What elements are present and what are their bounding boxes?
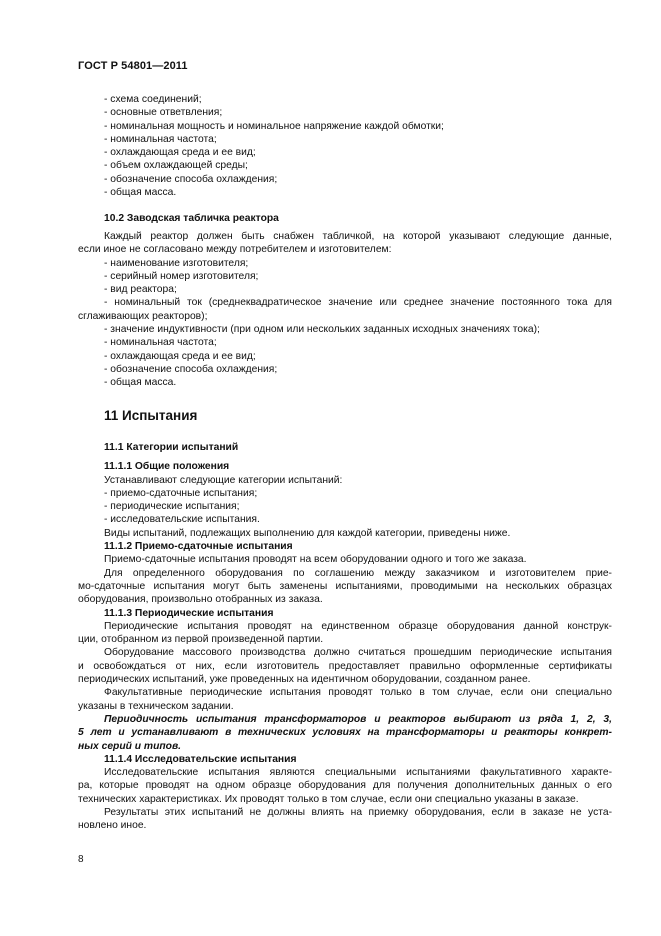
paragraph-line: указаны в техническом задании. bbox=[78, 700, 234, 712]
page-number: 8 bbox=[78, 854, 84, 865]
list-item: - номинальная частота; bbox=[104, 337, 217, 349]
list-item: - периодические испытания; bbox=[104, 501, 240, 513]
subsection-heading: 11.1.3 Периодические испытания bbox=[104, 607, 274, 619]
paragraph-line: Исследовательские испытания являются специальными испытаниями факультативного характе- bbox=[104, 767, 612, 779]
list-item: - номинальная мощность и номинальное напряжение каждой обмотки; bbox=[104, 120, 444, 132]
list-item: - номинальная частота; bbox=[104, 133, 217, 145]
section-heading: 10.2 Заводская табличка реактора bbox=[104, 213, 279, 224]
list-item: - общая масса. bbox=[104, 187, 177, 199]
list-item: - серийный номер изготовителя; bbox=[104, 270, 259, 282]
paragraph-line-emphasis: ных серий и типов. bbox=[78, 740, 182, 752]
chapter-heading: 11 Испытания bbox=[104, 408, 198, 423]
subsection-heading: 11.1.1 Общие положения bbox=[104, 461, 230, 473]
paragraph-line: оборудования, произвольно отобранных из заказа. bbox=[78, 594, 323, 606]
paragraph-line: Каждый реактор должен быть снабжен табличкой, на которой указывают следующие данные, bbox=[104, 231, 612, 242]
list-item: - обозначение способа охлаждения; bbox=[104, 173, 278, 185]
paragraph-line: ции, отобранном из первой произведенной партии. bbox=[78, 634, 324, 646]
paragraph-line: новлено иное. bbox=[78, 820, 147, 832]
list-item: - приемо-сдаточные испытания; bbox=[104, 487, 258, 499]
paragraph-line: мо-сдаточные испытания могут быть заменены испытаниями, проводимыми на нескольких образцах bbox=[78, 580, 612, 592]
paragraph-line: Факультативные периодические испытания проводят только в том случае, если они специально bbox=[104, 687, 612, 699]
list-item: - наименование изготовителя; bbox=[104, 257, 249, 269]
paragraph-line: Приемо-сдаточные испытания проводят на всем оборудовании одного и того же заказа. bbox=[104, 554, 527, 566]
paragraph-line: Периодические испытания проводят на единственном образце оборудования данной конструк- bbox=[104, 620, 612, 632]
paragraph-line: Устанавливают следующие категории испытаний: bbox=[104, 474, 343, 486]
paragraph-line: Для определенного оборудования по соглашению между заказчиком и изготовителем прие- bbox=[104, 567, 612, 579]
list-item: - охлаждающая среда и ее вид; bbox=[104, 350, 256, 362]
section-heading: 11.1 Категории испытаний bbox=[104, 442, 239, 453]
section-11-title bbox=[78, 409, 612, 422]
list-item: - основные ответвления; bbox=[104, 107, 223, 119]
paragraph-line: ра, которые проводят на одном образце оборудования для получения дополнительных данных о его bbox=[78, 780, 612, 792]
paragraph-line: Результаты этих испытаний не должны влиять на приемку оборудования, если в заказе не уста- bbox=[104, 807, 612, 819]
paragraph-line: технических характеристиках. Их проводят только в том случае, если они специально указаны в заказе. bbox=[78, 793, 579, 805]
section-10-2 bbox=[78, 212, 612, 225]
paragraph-line: периодических испытаний, уже проведенных на идентичном оборудовании, созданном ранее. bbox=[78, 674, 531, 686]
list-item: - охлаждающая среда и ее вид; bbox=[104, 147, 256, 159]
paragraph-line: если иное не согласовано между потребителем и изготовителем: bbox=[78, 244, 392, 256]
list-item: - объем охлаждающей среды; bbox=[104, 160, 248, 172]
list-item: - значение индуктивности (при одном или нескольких заданных исходных значениях тока); bbox=[104, 324, 540, 336]
paragraph-line: Виды испытаний, подлежащих выполнению для каждой категории, приведены ниже. bbox=[104, 527, 511, 539]
section-10-2-body bbox=[78, 230, 612, 390]
list-item: - исследовательские испытания. bbox=[104, 514, 260, 526]
list-item: - номинальный ток (среднеквадратическое значение или среднее значение постоянного тока для bbox=[104, 297, 612, 309]
subsection-heading: 11.1.4 Исследовательские испытания bbox=[104, 753, 297, 765]
list-item: - общая масса. bbox=[104, 377, 177, 389]
paragraph-line-emphasis: Периодичность испытания трансформаторов и реакторов выбирают из ряда 1, 2, 3, bbox=[104, 713, 612, 725]
list-item-continued: сглаживающих реакторов); bbox=[78, 310, 208, 322]
paragraph-line: и освобождаться от них, если изготовитель предоставляет правильно оформленные сертификаты bbox=[78, 660, 612, 672]
list-item: - вид реактора; bbox=[104, 284, 177, 296]
subsection-heading: 11.1.2 Приемо-сдаточные испытания bbox=[104, 541, 293, 553]
paragraph-line-emphasis: 5 лет и устанавливают в технических условиях на трансформаторы и реакторы конкрет- bbox=[78, 727, 612, 739]
list-a bbox=[78, 93, 612, 199]
list-item: - схема соединений; bbox=[104, 94, 202, 105]
document-header: ГОСТ Р 54801—2011 bbox=[78, 60, 188, 72]
list-item: - обозначение способа охлаждения; bbox=[104, 363, 278, 375]
section-11-body bbox=[78, 441, 612, 833]
paragraph-line: Оборудование массового производства должно считаться прошедшим периодические испытания bbox=[104, 647, 612, 659]
